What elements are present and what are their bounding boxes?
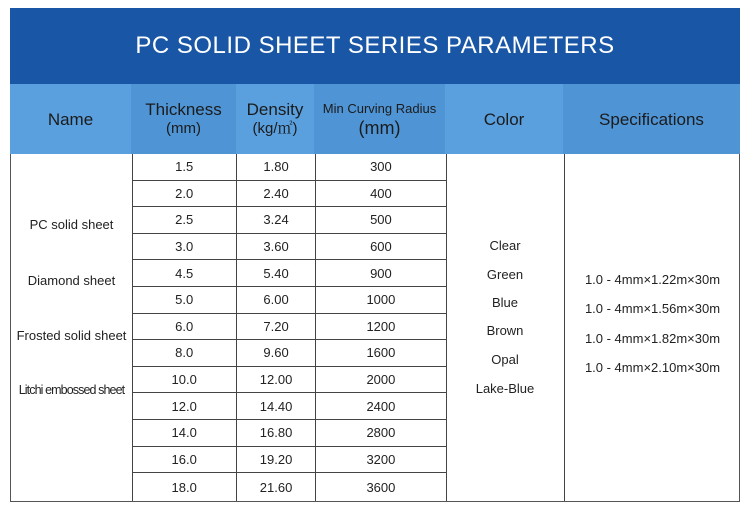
table-row — [132, 207, 446, 234]
density-cell: 19.20 — [237, 447, 316, 473]
header-thickness-label: Thickness — [145, 100, 222, 119]
thickness-cell: 2.0 — [132, 181, 237, 207]
thickness-cell: 14.0 — [132, 420, 237, 446]
radius-cell: 600 — [370, 239, 392, 255]
table-row — [132, 340, 446, 367]
color-brown: Brown — [486, 323, 524, 338]
color-opal: Opal — [491, 352, 519, 367]
header-radius — [314, 84, 445, 154]
header-density-unit: (kg/㎡) — [252, 120, 298, 137]
table-row — [132, 234, 446, 261]
name-diamond-sheet: Diamond sheet — [27, 273, 116, 288]
thickness-cell: 18.0 — [132, 473, 237, 501]
thickness-cell: 5.0 — [132, 287, 237, 313]
density-cell: 6.00 — [237, 287, 316, 313]
color-blue: Blue — [491, 295, 519, 310]
name-litchi-embossed-sheet: Litchi embossed sheet — [18, 383, 125, 397]
density-cell: 16.80 — [237, 420, 316, 446]
header-radius-label: Min Curving Radius — [322, 100, 437, 116]
thickness-cell: 1.5 — [132, 154, 237, 180]
name-frosted-solid-sheet: Frosted solid sheet — [16, 328, 127, 343]
thickness-cell: 16.0 — [132, 447, 237, 473]
table-row — [132, 393, 446, 420]
header-density — [236, 84, 314, 154]
radius-cell: 1200 — [366, 318, 396, 334]
radius-cell: 400 — [370, 185, 392, 201]
header-thickness — [131, 84, 236, 154]
density-cell: 7.20 — [237, 314, 316, 340]
density-cell: 21.60 — [237, 473, 316, 501]
radius-cell: 300 — [370, 159, 392, 175]
header-name-label: Name — [47, 109, 94, 129]
header-radius-unit: (mm) — [358, 117, 401, 138]
thickness-cell: 12.0 — [132, 393, 237, 419]
table-row — [132, 287, 446, 314]
thickness-cell: 3.0 — [132, 234, 237, 260]
header-color — [445, 84, 563, 154]
density-cell: 5.40 — [237, 260, 316, 286]
specifications-column — [564, 154, 741, 502]
thickness-cell: 8.0 — [132, 340, 237, 366]
density-cell: 2.40 — [237, 181, 316, 207]
density-cell: 3.24 — [237, 207, 316, 233]
table-row — [132, 473, 446, 501]
radius-cell: 3200 — [366, 451, 396, 467]
table-row — [132, 367, 446, 394]
table-row — [132, 181, 446, 208]
table-header — [10, 84, 740, 154]
spec-item: 1.0 - 4mm×1.56m×30m — [584, 301, 721, 316]
table-row — [132, 420, 446, 447]
density-cell: 14.40 — [237, 393, 316, 419]
density-cell: 12.00 — [237, 367, 316, 393]
radius-cell: 3600 — [366, 479, 396, 495]
header-thickness-unit: (mm) — [166, 120, 201, 137]
density-cell: 3.60 — [237, 234, 316, 260]
color-lake-blue: Lake-Blue — [475, 381, 535, 396]
radius-cell: 500 — [370, 212, 392, 228]
name-column — [11, 154, 132, 502]
spec-item: 1.0 - 4mm×1.22m×30m — [584, 272, 721, 287]
radius-cell: 1600 — [366, 345, 396, 361]
spec-item: 1.0 - 4mm×1.82m×30m — [584, 331, 721, 346]
table-row — [132, 447, 446, 474]
color-column — [446, 154, 564, 502]
radius-cell: 2400 — [366, 398, 396, 414]
radius-cell: 1000 — [366, 292, 396, 308]
name-pc-solid-sheet: PC solid sheet — [29, 217, 114, 232]
radius-cell: 900 — [370, 265, 392, 281]
thickness-cell: 2.5 — [132, 207, 237, 233]
header-density-label: Density — [246, 100, 304, 119]
thickness-cell: 10.0 — [132, 367, 237, 393]
table-row — [132, 154, 446, 181]
table-body — [10, 154, 740, 502]
thickness-cell: 4.5 — [132, 260, 237, 286]
density-cell: 1.80 — [237, 154, 316, 180]
table-row — [132, 260, 446, 287]
header-specifications-label: Specifications — [599, 109, 704, 129]
table-row — [132, 314, 446, 341]
color-clear: Clear — [489, 238, 521, 253]
thickness-cell: 6.0 — [132, 314, 237, 340]
header-color-label: Color — [483, 109, 525, 129]
header-name — [10, 84, 131, 154]
spec-item: 1.0 - 4mm×2.10m×30m — [584, 360, 721, 375]
color-green: Green — [486, 267, 524, 282]
page-title: PC SOLID SHEET SERIES PARAMETERS — [10, 8, 740, 84]
radius-cell: 2000 — [366, 372, 396, 388]
header-specifications — [563, 84, 740, 154]
radius-cell: 2800 — [366, 425, 396, 441]
density-cell: 9.60 — [237, 340, 316, 366]
